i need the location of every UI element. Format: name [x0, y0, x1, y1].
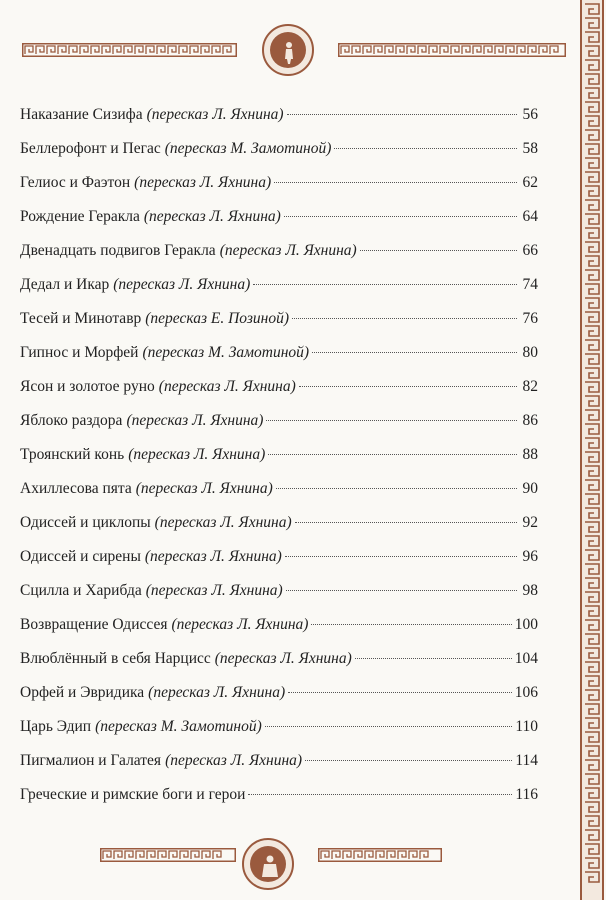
toc-entry: [20, 574, 538, 608]
toc-entry-reteller: (пересказ Л. Яхнина): [171, 616, 309, 633]
toc-entry-page-number: 64: [522, 208, 538, 225]
toc-entry-title: Царь Эдип: [20, 718, 92, 735]
toc-entry-page-number: 98: [522, 582, 538, 599]
toc-entry-page-number: 106: [514, 684, 538, 701]
toc-entry-title: Яблоко раздора: [20, 412, 123, 429]
toc-entry-page-number: 58: [522, 140, 538, 157]
toc-entry-title: Гелиос и Фаэтон: [20, 174, 131, 191]
toc-entry-page-number: 116: [515, 786, 538, 803]
dot-leader: [266, 419, 517, 421]
toc-entry: [20, 200, 538, 234]
toc-entry-page-number: 76: [522, 310, 538, 327]
toc-entry-page-number: 114: [515, 752, 538, 769]
toc-entry: [20, 98, 538, 132]
vertical-meander-pattern: [576, 0, 606, 900]
toc-entry: [20, 710, 538, 744]
dot-leader: [292, 317, 517, 319]
toc-entry-reteller: (пересказ Л. Яхнина): [214, 650, 352, 667]
hermes-figure-icon: [264, 26, 316, 78]
table-of-contents: [20, 98, 538, 812]
dot-leader: [248, 793, 512, 795]
dot-leader: [284, 215, 517, 217]
toc-entry-page-number: 104: [514, 650, 538, 667]
toc-entry-reteller: (пересказ Л. Яхнина): [126, 412, 264, 429]
toc-entry-reteller: (пересказ Л. Яхнина): [146, 106, 284, 123]
toc-entry-page-number: 90: [522, 480, 538, 497]
toc-entry-title: Рождение Геракла: [20, 208, 140, 225]
bottom-right-meander-band: [318, 848, 442, 862]
toc-entry: [20, 370, 538, 404]
toc-entry-reteller: (пересказ Л. Яхнина): [113, 276, 251, 293]
dot-leader: [334, 147, 517, 149]
top-left-meander-band: [22, 43, 237, 57]
meander-pattern: [100, 848, 236, 862]
toc-entry: [20, 234, 538, 268]
toc-entry-page-number: 86: [522, 412, 538, 429]
toc-entry-page-number: 66: [522, 242, 538, 259]
dot-leader: [274, 181, 517, 183]
dot-leader: [288, 691, 512, 693]
toc-entry-reteller: (пересказ М. Замотиной): [142, 344, 310, 361]
toc-entry-page-number: 96: [522, 548, 538, 565]
toc-entry: [20, 676, 538, 710]
toc-entry: [20, 336, 538, 370]
toc-entry-reteller: (пересказ Л. Яхнина): [128, 446, 266, 463]
toc-entry-title: Тесей и Минотавр: [20, 310, 142, 327]
dot-leader: [253, 283, 517, 285]
toc-entry-page-number: 82: [522, 378, 538, 395]
toc-entry-title: Двенадцать подвигов Геракла: [20, 242, 216, 259]
toc-entry-reteller: (пересказ Л. Яхнина): [145, 582, 283, 599]
toc-entry-reteller: (пересказ Л. Яхнина): [165, 752, 303, 769]
toc-entry-title: Возвращение Одиссея: [20, 616, 168, 633]
toc-entry-title: Влюблённый в себя Нарцисс: [20, 650, 211, 667]
toc-entry-title: Ахиллесова пята: [20, 480, 132, 497]
toc-entry-title: Троянский конь: [20, 446, 125, 463]
dot-leader: [311, 623, 511, 625]
toc-entry-title: Греческие и римские боги и герои: [20, 786, 246, 803]
toc-entry: [20, 608, 538, 642]
toc-entry-title: Пигмалион и Галатея: [20, 752, 162, 769]
toc-entry-page-number: 62: [522, 174, 538, 191]
toc-entry-reteller: (пересказ Л. Яхнина): [143, 208, 281, 225]
dot-leader: [355, 657, 512, 659]
dot-leader: [268, 453, 517, 455]
toc-entry-page-number: 100: [514, 616, 538, 633]
toc-entry: [20, 472, 538, 506]
warrior-figure-icon: [244, 840, 296, 892]
toc-entry: [20, 404, 538, 438]
toc-entry-title: Дедал и Икар: [20, 276, 110, 293]
toc-entry-title: Одиссей и сирены: [20, 548, 141, 565]
dot-leader: [295, 521, 517, 523]
bottom-medallion: [242, 838, 294, 890]
toc-entry-title: Орфей и Эвридика: [20, 684, 145, 701]
toc-entry-page-number: 56: [522, 106, 538, 123]
meander-pattern: [338, 43, 566, 57]
toc-entry-reteller: (пересказ Л. Яхнина): [154, 514, 292, 531]
toc-entry: [20, 778, 538, 812]
dot-leader: [286, 589, 517, 591]
right-meander-border: [576, 0, 606, 900]
toc-entry-reteller: (пересказ Л. Яхнина): [158, 378, 296, 395]
toc-entry-title: Сцилла и Харибда: [20, 582, 142, 599]
dot-leader: [285, 555, 517, 557]
toc-entry: [20, 166, 538, 200]
dot-leader: [312, 351, 517, 353]
toc-entry-reteller: (пересказ Е. Позиной): [145, 310, 290, 327]
dot-leader: [360, 249, 517, 251]
toc-entry: [20, 268, 538, 302]
dot-leader: [265, 725, 513, 727]
toc-entry: [20, 642, 538, 676]
top-medallion: [262, 24, 314, 76]
toc-entry-title: Беллерофонт и Пегас: [20, 140, 161, 157]
meander-pattern: [318, 848, 442, 862]
toc-entry-page-number: 74: [522, 276, 538, 293]
toc-entry-page-number: 110: [515, 718, 538, 735]
dot-leader: [287, 113, 517, 115]
toc-entry: [20, 302, 538, 336]
toc-entry-reteller: (пересказ Л. Яхнина): [148, 684, 286, 701]
dot-leader: [276, 487, 517, 489]
top-right-meander-band: [338, 43, 566, 57]
toc-entry: [20, 438, 538, 472]
toc-entry-reteller: (пересказ М. Замотиной): [95, 718, 262, 735]
toc-entry-title: Наказание Сизифа: [20, 106, 143, 123]
toc-entry-title: Одиссей и циклопы: [20, 514, 151, 531]
toc-entry-page-number: 88: [522, 446, 538, 463]
meander-pattern: [22, 43, 237, 57]
toc-entry-reteller: (пересказ Л. Яхнина): [134, 174, 272, 191]
toc-entry-page-number: 80: [522, 344, 538, 361]
dot-leader: [299, 385, 517, 387]
toc-entry-reteller: (пересказ Л. Яхнина): [219, 242, 357, 259]
toc-entry-reteller: (пересказ Л. Яхнина): [135, 480, 273, 497]
toc-entry: [20, 540, 538, 574]
dot-leader: [305, 759, 512, 761]
toc-entry-title: Ясон и золотое руно: [20, 378, 155, 395]
toc-entry-reteller: (пересказ Л. Яхнина): [144, 548, 282, 565]
bottom-left-meander-band: [100, 848, 236, 862]
toc-entry-title: Гипнос и Морфей: [20, 344, 139, 361]
toc-entry: [20, 132, 538, 166]
toc-entry: [20, 506, 538, 540]
toc-entry-reteller: (пересказ М. Замотиной): [164, 140, 332, 157]
toc-entry-page-number: 92: [522, 514, 538, 531]
toc-entry: [20, 744, 538, 778]
